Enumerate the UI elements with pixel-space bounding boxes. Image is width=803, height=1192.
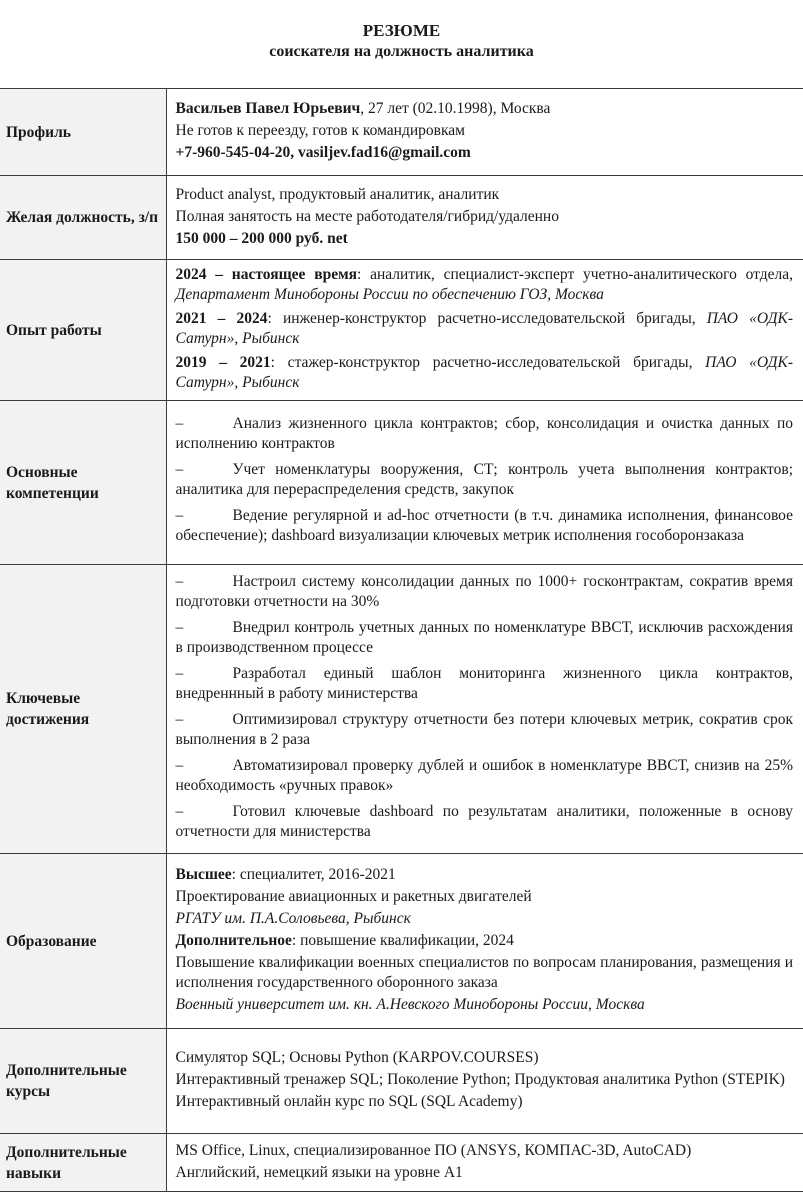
achievement-item <box>176 710 794 750</box>
experience-content <box>166 260 803 401</box>
higher-education-text: : специалитет, 2016-2021 <box>231 866 396 883</box>
extra-education-course: Повышение квалификации военных специалистов по вопросам планирования, размещения и исполнения государственного оборонного заказа <box>175 954 793 991</box>
education-university: РГАТУ им. П.А.Соловьева, Рыбинск <box>175 910 411 927</box>
achievements-row <box>0 565 803 854</box>
skills-row <box>0 1134 803 1192</box>
document-header <box>0 20 803 62</box>
profile-content <box>166 89 803 176</box>
bullet-dash: – <box>175 710 184 728</box>
achievement-text: Внедрил контроль учетных данных по номенклатуре ВВСТ, исключив расхождения в производственном процессе <box>175 618 793 656</box>
education-label: Образование <box>0 854 166 1029</box>
candidate-details: , 27 лет (02.10.1998), Москва <box>360 100 551 117</box>
experience-period: 2019 – 2021 <box>175 353 271 371</box>
candidate-name: Васильев Павел Юрьевич <box>175 100 361 117</box>
skills-content <box>166 1134 803 1192</box>
education-specialty: Проектирование авиационных и ракетных двигателей <box>175 888 532 905</box>
profile-label: Профиль <box>0 89 166 176</box>
achievement-item <box>176 618 794 658</box>
position-row <box>0 176 803 260</box>
experience-role: : инженер-конструктор расчетно-исследовательской бригады, <box>267 309 707 327</box>
contact-info: +7-960-545-04-20, vasiljev.fad16@gmail.com <box>175 144 471 161</box>
profile-name-line <box>176 99 794 119</box>
experience-org: ПАО «ОДК-Сатурн», Рыбинск <box>175 353 794 391</box>
competency-item <box>176 414 794 454</box>
experience-item <box>176 353 794 393</box>
bullet-dash: – <box>175 415 184 432</box>
bullet-dash: – <box>175 618 184 636</box>
experience-role: : стажер-конструктор расчетно-исследовательской бригады, <box>270 353 706 371</box>
experience-label: Опыт работы <box>0 260 166 401</box>
experience-role: : аналитик, специалист-эксперт учетно-аналитического отдела, <box>357 265 793 283</box>
education-row <box>0 854 803 1029</box>
experience-period: 2024 – настоящее время <box>175 265 358 283</box>
resume-table <box>0 88 803 1192</box>
courses-label: Дополнительные курсы <box>0 1029 166 1134</box>
experience-org: ПАО «ОДК-Сатурн», Рыбинск <box>175 309 794 347</box>
competencies-label: Основные компетенции <box>0 401 166 565</box>
extra-education-org: Военный университет им. кн. А.Невского Минобороны России, Москва <box>175 996 645 1013</box>
competency-item <box>176 506 794 546</box>
position-label: Желая должность, з/п <box>0 176 166 260</box>
courses-content <box>166 1029 803 1134</box>
bullet-dash: – <box>175 802 184 820</box>
bullet-dash: – <box>175 461 184 478</box>
competencies-content <box>166 401 803 565</box>
bullet-dash: – <box>175 756 184 774</box>
experience-org: Департамент Минобороны России по обеспечению ГОЗ, Москва <box>175 285 604 303</box>
skill-item: Английский, немецкий языки на уровне А1 <box>175 1163 463 1181</box>
achievement-item <box>176 756 794 796</box>
skill-item: MS Office, Linux, специализированное ПО (ANSYS, КОМПАС-3D, AutoCAD) <box>175 1141 692 1159</box>
achievement-text: Оптимизировал структуру отчетности без потери ключевых метрик, сократив срок выполнения в 2 раза <box>175 710 793 748</box>
achievement-text: Автоматизировал проверку дублей и ошибок в номенклатуре ВВСТ, снизив на 25% необходимость «ручных правок» <box>175 756 793 794</box>
competency-text: Анализ жизненного цикла контрактов; сбор, консолидация и очистка данных по исполнению контрактов <box>175 415 793 452</box>
position-title: Product analyst, продуктовый аналитик, аналитик <box>175 185 500 203</box>
experience-item <box>176 309 794 349</box>
course-item: Интерактивный тренажер SQL; Поколение Python; Продуктовая аналитика Python (STEPIK) <box>175 1071 785 1088</box>
bullet-dash: – <box>175 664 184 682</box>
bullet-dash: – <box>175 572 184 590</box>
course-item: Симулятор SQL; Основы Python (KARPOV.COURSES) <box>175 1049 539 1066</box>
competency-text: Ведение регулярной и ad-hoc отчетности (в т.ч. динамика исполнения, финансовое обеспечение); dashboard визуализации ключевых метрик исполнения гособоронзаказа <box>175 507 793 544</box>
courses-row <box>0 1029 803 1134</box>
extra-education-text: : повышение квалификации, 2024 <box>291 932 514 949</box>
extra-education-label: Дополнительное <box>175 932 292 949</box>
skills-label: Дополнительные навыки <box>0 1134 166 1192</box>
achievement-item <box>176 572 794 612</box>
profile-row <box>0 89 803 176</box>
achievement-item <box>176 664 794 704</box>
document-subtitle: соискателя на должность аналитика <box>269 43 534 60</box>
achievements-content <box>166 565 803 854</box>
achievements-label: Ключевые достижения <box>0 565 166 854</box>
employment-type: Полная занятость на месте работодателя/гибрид/удаленно <box>175 207 559 225</box>
achievement-text: Готовил ключевые dashboard по результатам аналитики, положенные в основу отчетности для министерства <box>175 802 793 840</box>
education-content <box>166 854 803 1029</box>
achievement-text: Настроил систему консолидации данных по 1000+ госконтрактам, сократив время подготовки отчетности на 30% <box>175 572 793 610</box>
experience-period: 2021 – 2024 <box>175 309 268 327</box>
experience-row <box>0 260 803 401</box>
position-content <box>166 176 803 260</box>
bullet-dash: – <box>175 507 184 524</box>
higher-education-label: Высшее <box>175 866 232 883</box>
higher-education <box>176 865 794 885</box>
relocation-info: Не готов к переезду, готов к командировкам <box>175 122 465 139</box>
competencies-row <box>0 401 803 565</box>
competency-item <box>176 460 794 500</box>
course-item: Интерактивный онлайн курс по SQL (SQL Academy) <box>175 1093 523 1110</box>
achievement-item <box>176 802 794 842</box>
extra-education <box>176 931 794 951</box>
achievement-text: Разработал единый шаблон мониторинга жизненного цикла контрактов, внедреннный в работу министерства <box>175 664 793 702</box>
document-title: РЕЗЮМЕ <box>362 21 441 40</box>
experience-item <box>176 265 794 305</box>
salary-expectation: 150 000 – 200 000 руб. net <box>175 229 348 247</box>
competency-text: Учет номенклатуры вооружения, СТ; контроль учета выполнения контрактов; аналитика для перераспределения средств, закупок <box>175 461 793 498</box>
